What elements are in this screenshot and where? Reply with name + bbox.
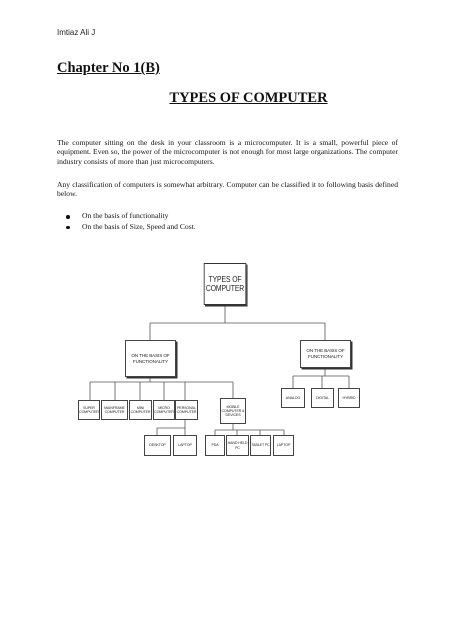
tablet-pc-node: TABLET PC bbox=[250, 435, 271, 456]
handheld-pc-node: HAND HELD PC bbox=[226, 435, 249, 456]
analog-node: ANALOG bbox=[281, 388, 305, 408]
mobile-laptop-node: LAPTOP bbox=[273, 435, 294, 456]
chapter-heading: Chapter No 1(B) bbox=[57, 60, 160, 76]
basis-list bbox=[65, 211, 196, 232]
functionality-node-right: ON THE BASIS OF FUNCTIONALITY bbox=[300, 340, 351, 368]
list-item: On the basis of functionality bbox=[65, 211, 196, 222]
mini-computer-node: MINI COMPUTER bbox=[129, 400, 152, 420]
mobile-computer-node: MOBILE COMPUTER & DEVICES bbox=[220, 398, 246, 424]
pda-node: PDA bbox=[205, 435, 225, 456]
laptop-node: LAPTOP bbox=[173, 435, 197, 456]
author-name: Imtiaz Ali J bbox=[57, 28, 96, 37]
personal-computer-node: PERSONAL COMPUTER bbox=[175, 400, 198, 420]
desktop-node: DESKTOP bbox=[144, 435, 171, 456]
classification-paragraph: Any classification of computers is somewhat arbitrary. Computer can be classified it to following basis defined below. bbox=[57, 180, 398, 199]
digital-node: DIGITAL bbox=[311, 388, 334, 408]
mainframe-computer-node: MAINFRAME COMPUTER bbox=[101, 400, 128, 420]
micro-computer-node: MICRO COMPUTER bbox=[153, 400, 175, 420]
page-title: TYPES OF COMPUTER bbox=[169, 90, 328, 106]
intro-paragraph: The computer sitting on the desk in your classroom is a microcomputer. It is a small, powerful piece of equipment. Even so, the power of the microcomputer is not enough for most large organizations. The computer industry consists of more than just microcomputers. bbox=[57, 138, 398, 166]
functionality-node: ON THE BASIS OF FUNCTIONALITY bbox=[125, 340, 176, 377]
super-computer-node: SUPER COMPUTER bbox=[78, 400, 100, 420]
list-item: On the basis of Size, Speed and Cost. bbox=[65, 222, 196, 233]
hybrid-node: HYBRID bbox=[338, 388, 360, 408]
root-node: TYPES OF COMPUTER bbox=[204, 263, 247, 305]
